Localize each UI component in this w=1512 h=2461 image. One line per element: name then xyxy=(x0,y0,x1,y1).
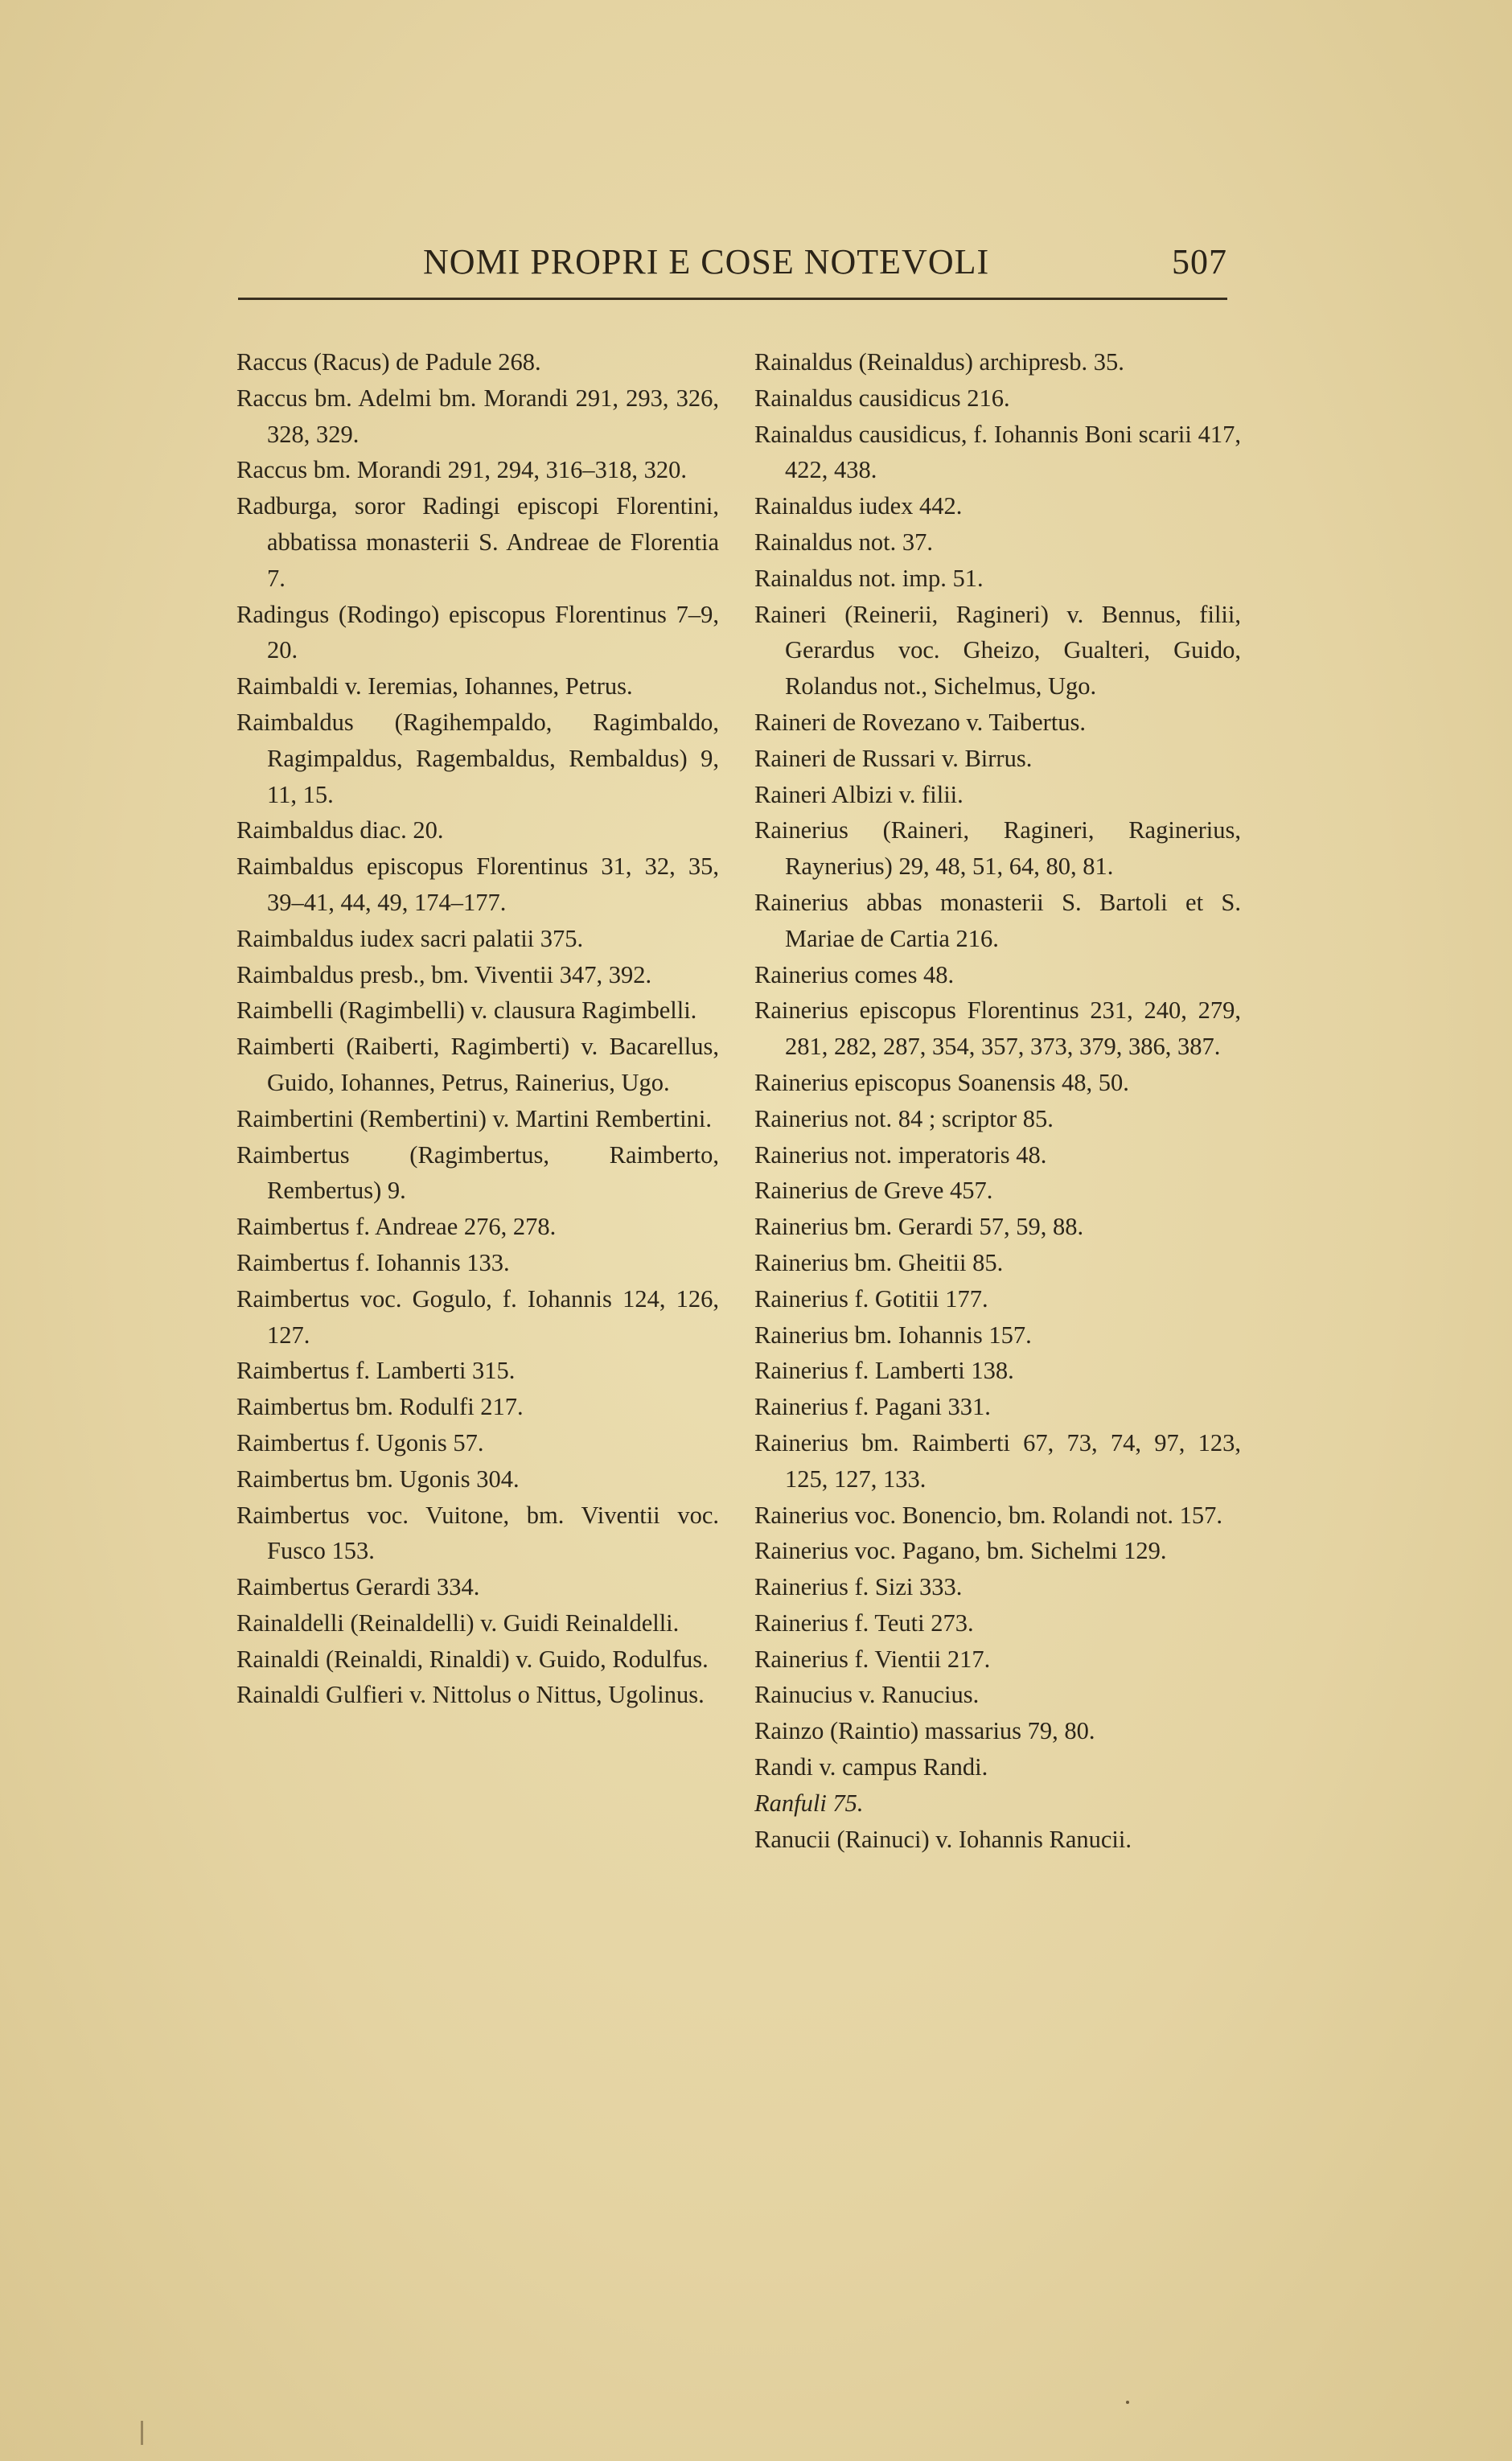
index-entry: Rainerius abbas monasterii S. Bartoli et S. Mariae de Cartia 216. xyxy=(754,888,1241,952)
index-entry: Raimbaldus episcopus Florentinus 31, 32, 35, 39–41, 44, 49, 174–177. xyxy=(236,853,719,916)
index-entry: Rainerius episcopus Soanensis 48, 50. xyxy=(754,1068,1129,1096)
index-entry: Randi v. campus Randi. xyxy=(754,1753,988,1781)
index-entry: Raimberti (Raiberti, Ragimberti) v. Bacarellus, Guido, Iohannes, Petrus, Rainerius, Ugo. xyxy=(236,1033,719,1096)
index-entry: Raimbertus f. Ugonis 57. xyxy=(236,1428,484,1456)
index-entry: Rainerius f. Sizi 333. xyxy=(754,1573,963,1601)
index-entry: Raimbertus f. Andreae 276, 278. xyxy=(236,1213,557,1241)
running-header xyxy=(238,241,1227,291)
index-entry: Raimbertus f. Lamberti 315. xyxy=(236,1357,516,1385)
index-entry: Rainaldi (Reinaldi, Rinaldi) v. Guido, Rodulfus. xyxy=(236,1645,709,1673)
index-entry: Radingus (Rodingo) episcopus Florentinus 7–9, 20. xyxy=(236,600,719,664)
index-entry: Rainzo (Raintio) massarius 79, 80. xyxy=(754,1717,1095,1745)
index-entry: Rainerius f. Vientii 217. xyxy=(754,1645,991,1673)
index-entry: Raccus bm. Adelmi bm. Morandi 291, 293, 326, 328, 329. xyxy=(236,384,719,448)
header-rule xyxy=(238,298,1227,300)
index-entry: Raimbaldus iudex sacri palatii 375. xyxy=(236,924,584,952)
index-entry: Rainerius f. Lamberti 138. xyxy=(754,1357,1014,1385)
index-entry: Rainaldelli (Reinaldelli) v. Guidi Reinaldelli. xyxy=(236,1608,680,1637)
index-entry: Raimbertus (Ragimbertus, Raimberto, Rembertus) 9. xyxy=(236,1140,719,1205)
index-entry: Rainerius bm. Gheitii 85. xyxy=(754,1248,1004,1276)
index-entry: Raccus bm. Morandi 291, 294, 316–318, 320. xyxy=(236,456,687,484)
index-entry: Raineri de Rovezano v. Taibertus. xyxy=(754,708,1087,736)
index-entry: Raineri (Reinerii, Ragineri) v. Bennus, filii, Gerardus voc. Gheizo, Gualteri, Guido, Rolandus not., Sichelmus, Ugo. xyxy=(754,600,1241,701)
index-entry: Raimbertus Gerardi 334. xyxy=(236,1573,480,1601)
index-entry: Rainaldus causidicus 216. xyxy=(754,384,1010,412)
index-entry: Raineri Albizi v. filii. xyxy=(754,780,963,808)
index-entry: Ranucii (Rainuci) v. Iohannis Ranucii. xyxy=(754,1825,1132,1853)
index-entry: Raimbertus voc. Vuitone, bm. Viventii voc. Fusco 153. xyxy=(236,1501,719,1565)
index-entry: Rainucius v. Ranucius. xyxy=(754,1681,980,1709)
index-entry: Raimbelli (Ragimbelli) v. clausura Ragimbelli. xyxy=(236,996,697,1025)
index-entry: Raimbaldus diac. 20. xyxy=(236,816,444,844)
index-entry: Rainerius not. 84 ; scriptor 85. xyxy=(754,1104,1054,1132)
index-entry: Raimbertus f. Iohannis 133. xyxy=(236,1248,510,1276)
index-entry: Rainaldus (Reinaldus) archipresb. 35. xyxy=(754,348,1124,376)
index-entry: Rainerius voc. Bonencio, bm. Rolandi not. 157. xyxy=(754,1501,1222,1529)
index-entry: Radburga, soror Radingi episcopi Florentini, abbatissa monasterii S. Andreae de Florentia 7. xyxy=(236,492,719,592)
index-entry: Raimbaldi v. Ieremias, Iohannes, Petrus. xyxy=(236,672,633,701)
index-entry: Rainaldus iudex 442. xyxy=(754,492,963,520)
index-entry: Rainerius (Raineri, Ragineri, Raginerius, Raynerius) 29, 48, 51, 64, 80, 81. xyxy=(754,816,1241,881)
index-column-left xyxy=(236,344,719,1713)
index-entry: Raimbaldus (Ragihempaldo, Ragimbaldo, Ragimpaldus, Ragembaldus, Rembaldus) 9, 11, 15. xyxy=(236,708,719,808)
index-entry: Rainaldus not. 37. xyxy=(754,528,933,556)
index-entry: Rainerius bm. Iohannis 157. xyxy=(754,1321,1032,1349)
index-entry: Raimbertus voc. Gogulo, f. Iohannis 124, 126, 127. xyxy=(236,1284,719,1349)
index-entry: Raimbaldus presb., bm. Viventii 347, 392. xyxy=(236,960,652,988)
index-entry: Rainerius bm. Gerardi 57, 59, 88. xyxy=(754,1213,1084,1241)
index-entry: Rainerius de Greve 457. xyxy=(754,1177,993,1205)
index-entry: Raccus (Racus) de Padule 268. xyxy=(236,348,541,376)
index-entry: Rainaldi Gulfieri v. Nittolus o Nittus, Ugolinus. xyxy=(236,1681,705,1709)
index-entry: Raineri de Russari v. Birrus. xyxy=(754,744,1033,772)
page-number: 507 xyxy=(1172,242,1227,281)
index-entry: Raimbertus bm. Rodulfi 217. xyxy=(236,1393,524,1421)
scan-speck xyxy=(1126,2401,1129,2404)
index-entry: Raimbertus bm. Ugonis 304. xyxy=(236,1465,520,1493)
index-entry: Rainerius comes 48. xyxy=(754,960,955,988)
index-entry: Rainaldus not. imp. 51. xyxy=(754,564,984,592)
index-entry: Rainerius f. Pagani 331. xyxy=(754,1393,991,1421)
index-entry: Rainerius episcopus Florentinus 231, 240, 279, 281, 282, 287, 354, 357, 373, 379, 386, 387. xyxy=(754,996,1241,1061)
scan-speck xyxy=(141,2421,143,2445)
index-entry: Rainerius not. imperatoris 48. xyxy=(754,1140,1047,1169)
index-entry: Ranfuli 75. xyxy=(754,1789,864,1817)
index-column-right xyxy=(754,344,1241,1857)
index-entry: Rainerius f. Teuti 273. xyxy=(754,1608,974,1637)
index-entry: Rainerius voc. Pagano, bm. Sichelmi 129. xyxy=(754,1537,1167,1565)
index-entry: Rainerius bm. Raimberti 67, 73, 74, 97, 123, 125, 127, 133. xyxy=(754,1428,1241,1493)
index-entry: Rainerius f. Gotitii 177. xyxy=(754,1284,988,1313)
index-entry: Rainaldus causidicus, f. Iohannis Boni scarii 417, 422, 438. xyxy=(754,420,1241,484)
index-entry: Raimbertini (Rembertini) v. Martini Rembertini. xyxy=(236,1104,712,1132)
header-title: NOMI PROPRI E COSE NOTEVOLI xyxy=(423,242,990,281)
